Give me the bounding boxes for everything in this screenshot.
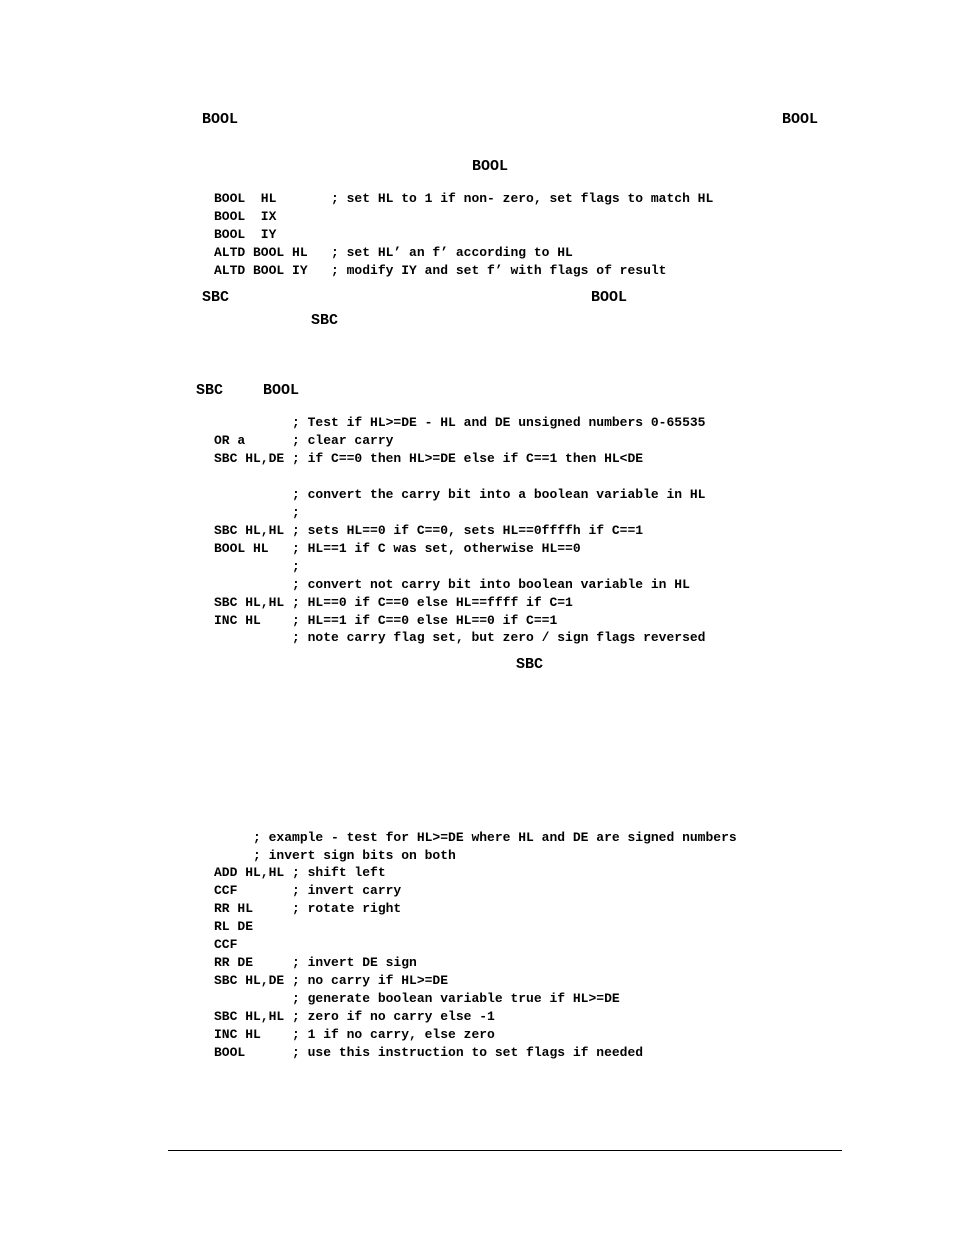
code3-line: RR HL ; rotate right	[214, 901, 402, 916]
code2-line: INC HL ; HL==1 if C==0 else HL==0 if C==1	[214, 613, 558, 628]
code3-line: CCF	[214, 937, 238, 952]
code3-line: RR DE ; invert DE sign	[214, 955, 417, 970]
para1-keyword-sbc-2: SBC	[311, 312, 339, 329]
section1-title-keyword: BOOL	[472, 158, 509, 175]
header-left-keyword: BOOL	[202, 111, 239, 128]
code2-line: BOOL HL ; HL==1 if C was set, otherwise HL==0	[214, 541, 581, 556]
code3-line: BOOL ; use this instruction to set flags if needed	[214, 1045, 644, 1060]
code1-line: ALTD BOOL HL ; set HL’ an f’ according to HL	[214, 245, 573, 260]
code3-line: ; invert sign bits on both	[214, 848, 456, 863]
code2-line: SBC HL,HL ; sets HL==0 if C==0, sets HL==0ffffh if C==1	[214, 523, 644, 538]
para1-keyword-bool: BOOL	[591, 289, 628, 306]
footer-divider	[168, 1150, 842, 1151]
section2-keyword-bool: BOOL	[263, 382, 300, 399]
para2-keyword-sbc: SBC	[516, 656, 544, 673]
code1-line: ALTD BOOL IY ; modify IY and set f’ with flags of result	[214, 263, 667, 278]
code3-line: SBC HL,HL ; zero if no carry else -1	[214, 1009, 495, 1024]
code2-line: ;	[214, 559, 300, 574]
code3-line: ; generate boolean variable true if HL>=DE	[214, 991, 620, 1006]
code2-line: ; note carry flag set, but zero / sign flags reversed	[214, 630, 706, 645]
code2-line: ; convert not carry bit into boolean variable in HL	[214, 577, 690, 592]
code3-line: CCF ; invert carry	[214, 883, 402, 898]
code3-line: ADD HL,HL ; shift left	[214, 865, 386, 880]
code2-line: ; convert the carry bit into a boolean variable in HL	[214, 487, 706, 502]
para1-keyword-sbc: SBC	[202, 289, 230, 306]
code2-line: OR a ; clear carry	[214, 433, 394, 448]
code2-line: ; Test if HL>=DE - HL and DE unsigned numbers 0-65535	[214, 415, 706, 430]
code3-line: ; example - test for HL>=DE where HL and DE are signed numbers	[214, 830, 737, 845]
code2-line: ;	[214, 505, 300, 520]
code3-line: INC HL ; 1 if no carry, else zero	[214, 1027, 495, 1042]
code2-line: SBC HL,DE ; if C==0 then HL>=DE else if C==1 then HL<DE	[214, 451, 644, 466]
code1-line: BOOL IX	[214, 209, 277, 224]
code1-line: BOOL IY	[214, 227, 277, 242]
header-right-keyword: BOOL	[782, 111, 819, 128]
section2-keyword-sbc: SBC	[196, 382, 224, 399]
code3-line: SBC HL,DE ; no carry if HL>=DE	[214, 973, 449, 988]
code3-line: RL DE	[214, 919, 254, 934]
code2-line: SBC HL,HL ; HL==0 if C==0 else HL==ffff if C=1	[214, 595, 573, 610]
code1-line: BOOL HL ; set HL to 1 if non- zero, set flags to match HL	[214, 191, 714, 206]
